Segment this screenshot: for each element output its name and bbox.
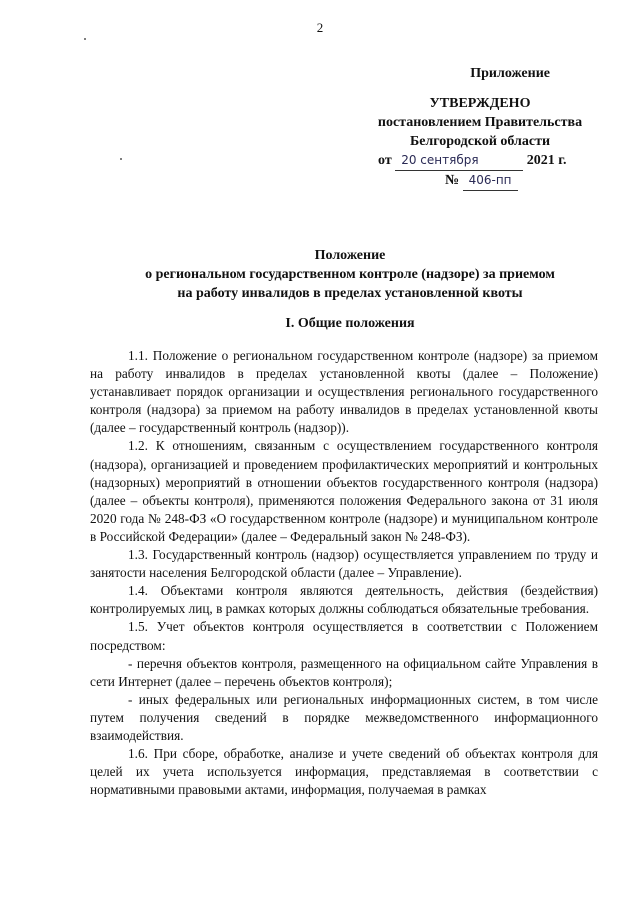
title-line-3: на работу инвалидов в пределах установленной квоты <box>177 286 523 301</box>
appendix-label: Приложение <box>470 66 550 81</box>
page-number: 2 <box>316 20 324 35</box>
date-prefix: от <box>378 153 392 168</box>
body-text <box>90 347 598 799</box>
paragraph-1-1: 1.1. Положение о региональном государственном контроле (надзоре) за приемом на работу инвалидов в пределах установленной квоты (далее – Положение) устанавливает порядок организации и осуществления регионального государственного контроля (надзора) за приемом на работу инвалидов в пределах установленной квоты (далее – государственный контроль (надзор)). <box>90 348 598 436</box>
approved-by-line-1: постановлением Правительства <box>377 115 583 130</box>
approval-date-line <box>360 151 600 171</box>
handwritten-date: 20 сентября <box>395 151 523 171</box>
document-title <box>90 246 610 303</box>
list-item-systems: - иных федеральных или региональных информационных систем, в том числе путем получения сведений в порядке межведомственного информационного взаимодействия. <box>90 691 598 743</box>
paragraph-1-2: 1.2. К отношениям, связанным с осуществлением государственного контроля (надзора), организацией и проведением профилактических мероприятий и контрольных (надзорных) мероприятий в отношении объектов государственного контроля (надзора) (далее – объекты контроля), применяются положения Федерального закона от 31 июля 2020 года № 248-ФЗ «О государственном контроле (надзоре) и муниципальном контроле в Российской Федерации» (далее – Федеральный закон № 248-ФЗ). <box>90 438 598 544</box>
scan-speck <box>120 158 122 160</box>
paragraph-1-6: 1.6. При сборе, обработке, анализе и учете сведений об объектах контроля для целей их учета используется информация, представляемая в соответствии с нормативными правовыми актами, информация, получаемая в рамках <box>90 746 598 798</box>
approval-block <box>360 64 600 191</box>
date-suffix: 2021 г. <box>526 153 567 168</box>
paragraph-1-5: 1.5. Учет объектов контроля осуществляется в соответствии с Положением посредством: <box>90 619 598 653</box>
title-line-1: Положение <box>314 248 386 263</box>
approved-by-line-2: Белгородской области <box>409 134 551 149</box>
list-item-site: - перечня объектов контроля, размещенного на официальном сайте Управления в сети Интернет (далее – перечень объектов контроля); <box>90 655 598 689</box>
number-prefix: № <box>445 173 460 188</box>
scan-speck <box>84 38 86 40</box>
approved-label: УТВЕРЖДЕНО <box>429 96 531 111</box>
handwritten-number: 406-пп <box>463 171 518 191</box>
paragraph-1-4: 1.4. Объектами контроля являются деятельность, действия (бездействия) контролируемых лиц, в рамках которых должны соблюдаться обязательные требования. <box>90 583 598 617</box>
section-heading: I. Общие положения <box>285 316 415 331</box>
approval-number-line <box>360 171 600 191</box>
paragraph-1-3: 1.3. Государственный контроль (надзор) осуществляется управлением по труду и занятости населения Белгородской области (далее – Управление). <box>90 547 598 581</box>
title-line-2: о региональном государственном контроле (надзоре) за приемом <box>145 267 555 282</box>
